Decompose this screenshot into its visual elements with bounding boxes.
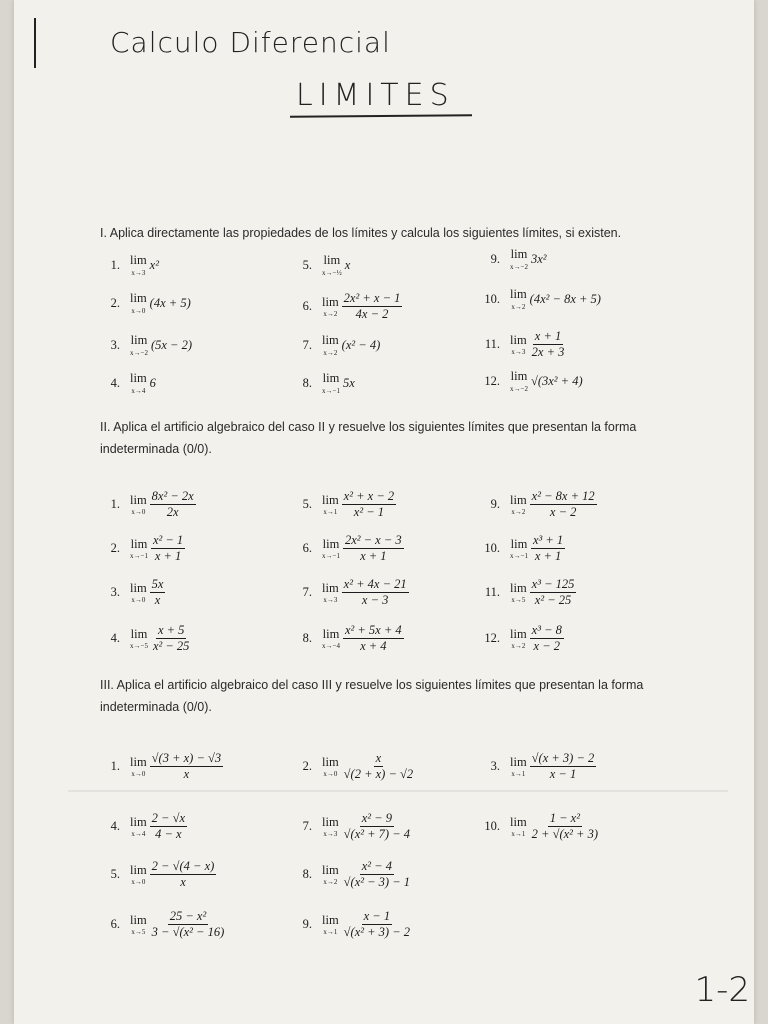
denominator: x² − 25 [152, 638, 190, 653]
problem-2-2 [94, 534, 185, 564]
limit-subscript: x→2 [511, 642, 526, 650]
limit-subscript: x→3 [511, 348, 526, 356]
problem-number: 11. [484, 337, 500, 352]
problem-number: 2. [110, 295, 120, 310]
limit-subscript: x→−1 [510, 552, 528, 560]
numerator: x + 5 [157, 623, 185, 637]
problem-1-11 [474, 330, 566, 360]
denominator: x [183, 766, 190, 781]
denominator: 2x [166, 504, 179, 519]
limit-subscript: x→1 [511, 830, 526, 838]
lim-word: lim [322, 492, 339, 507]
problem-number: 8. [302, 631, 312, 646]
section-3-heading: III. Aplica el artificio algebraico del caso III y resuelve los siguientes límites que presentan la forma indeterminada (0/0). [100, 678, 644, 714]
problem-number: 3. [110, 585, 120, 600]
numerator: 2x² + x − 1 [343, 291, 401, 305]
problem-number: 1. [110, 759, 120, 774]
limit-subscript: x→−½ [322, 268, 342, 277]
limit-operator [130, 816, 147, 839]
limit-subscript: x→2 [323, 310, 338, 318]
problem-3-7 [286, 812, 412, 842]
problem-number: 3. [490, 759, 500, 774]
limit-operator [510, 756, 527, 779]
limit-operator [510, 816, 527, 839]
problem-number: 1. [110, 257, 120, 272]
lim-word: lim [130, 862, 147, 877]
page-number: 1-2 [694, 970, 750, 1010]
fraction [531, 534, 565, 564]
fraction [342, 490, 396, 520]
denominator: x − 2 [549, 504, 577, 519]
subject-title: Calculo Diferencial [110, 26, 391, 59]
problem-3-8 [286, 860, 412, 890]
lim-word: lim [510, 332, 527, 347]
denominator: x − 2 [533, 638, 561, 653]
denominator: x − 3 [361, 592, 389, 607]
problem-number: 10. [484, 819, 500, 834]
numerator: x² − 4 [361, 859, 392, 873]
limit-operator [510, 494, 527, 517]
expression: 5x [342, 375, 355, 390]
problem-1-12 [474, 370, 583, 393]
problem-3-9 [286, 910, 412, 940]
limit-operator [510, 538, 528, 561]
lim-word: lim [322, 294, 339, 309]
lim-word: lim [322, 371, 340, 385]
numerator: 5x [151, 577, 164, 591]
numerator: x³ − 8 [531, 623, 562, 637]
problem-number: 4. [110, 375, 120, 390]
denominator: x [180, 874, 186, 889]
section-1-heading: I. Aplica directamente las propiedades de los límites y calcula los siguientes límites, si existen. [100, 226, 622, 240]
limit-subscript: x→−1 [322, 552, 340, 560]
margin-mark [34, 18, 36, 68]
lim-word: lim [322, 536, 340, 551]
problem-number: 4. [110, 631, 120, 646]
problem-3-2 [286, 752, 415, 782]
problem-number: 5. [302, 257, 312, 272]
expression: 6 [149, 375, 156, 390]
lim-word: lim [510, 369, 528, 383]
problem-1-7 [286, 334, 380, 357]
numerator: 1 − x² [549, 811, 580, 825]
problem-number: 12. [484, 373, 500, 388]
lim-word: lim [130, 291, 147, 305]
limit-operator [130, 582, 147, 605]
fraction [530, 624, 564, 654]
numerator: x² − 8x + 12 [531, 489, 595, 503]
denominator: x [154, 592, 161, 607]
limit-operator [130, 628, 148, 651]
lim-word: lim [322, 862, 339, 877]
problem-1-3 [94, 334, 192, 357]
problem-2-1 [94, 490, 196, 520]
denominator: 3 − √(x² − 16) [151, 924, 225, 939]
denominator: x² − 1 [353, 504, 385, 519]
numerator: x³ − 125 [531, 577, 575, 591]
limit-operator [322, 914, 339, 937]
problem-1-8 [286, 372, 355, 395]
worksheet-page [14, 0, 754, 1024]
lim-word: lim [322, 333, 339, 347]
problem-1-9 [474, 248, 547, 271]
expression: (x² − 4) [341, 337, 381, 352]
lim-word: lim [510, 754, 527, 769]
lim-word: lim [322, 626, 340, 641]
expression: (5x − 2) [150, 337, 193, 352]
lim-word: lim [322, 580, 339, 595]
fraction [530, 330, 567, 360]
limit-subscript: x→0 [131, 770, 146, 778]
limit-operator [322, 816, 339, 839]
denominator: 2 + √(x² + 3) [531, 826, 599, 841]
lim-word: lim [510, 247, 528, 261]
limit-subscript: x→5 [131, 928, 146, 936]
fraction [342, 812, 412, 842]
problem-2-11 [474, 578, 576, 608]
problem-number: 11. [484, 585, 500, 600]
limit-operator [322, 372, 340, 395]
problem-3-3 [474, 752, 596, 782]
lim-word: lim [510, 492, 527, 507]
limit-operator [322, 296, 339, 319]
problem-number: 6. [302, 541, 312, 556]
numerator: 2x² − x − 3 [344, 533, 402, 547]
lim-word: lim [130, 754, 147, 769]
expression: 3x² [530, 251, 547, 266]
limit-subscript: x→0 [131, 306, 146, 315]
limit-subscript: x→1 [323, 928, 338, 936]
numerator: x² + 5x + 4 [344, 623, 402, 637]
fraction [342, 910, 412, 940]
limit-subscript: x→3 [131, 268, 146, 277]
fraction [342, 752, 415, 782]
limit-operator [322, 538, 340, 561]
limit-operator [130, 756, 147, 779]
numerator: x² + x − 2 [343, 489, 395, 503]
limit-subscript: x→−2 [510, 384, 528, 393]
problem-number: 10. [484, 541, 500, 556]
limit-subscript: x→5 [511, 596, 526, 604]
lim-word: lim [322, 814, 339, 829]
fraction [150, 578, 166, 608]
limit-operator [510, 248, 528, 271]
problem-number: 6. [110, 917, 120, 932]
denominator: 2x + 3 [531, 344, 565, 359]
problem-1-10 [474, 288, 601, 311]
title-underline [290, 114, 472, 118]
limit-operator [322, 864, 339, 887]
denominator: x − 1 [549, 766, 577, 781]
fraction [530, 752, 597, 782]
problem-3-5 [94, 860, 216, 890]
problem-number: 3. [110, 337, 120, 352]
expression: (4x² − 8x + 5) [529, 291, 601, 306]
limit-subscript: x→3 [323, 830, 338, 838]
denominator: x + 1 [154, 548, 182, 563]
limit-subscript: x→0 [323, 770, 338, 778]
fraction [150, 860, 217, 890]
problem-number: 8. [302, 867, 312, 882]
lim-word: lim [322, 912, 339, 927]
problem-2-7 [286, 578, 409, 608]
expression: x [344, 257, 351, 272]
denominator: x² − 25 [534, 592, 572, 607]
problem-number: 5. [302, 497, 312, 512]
numerator: x² − 1 [152, 533, 184, 547]
fraction [150, 910, 227, 940]
limit-subscript: x→2 [511, 302, 526, 311]
fraction [530, 578, 577, 608]
denominator: √(2 + x) − √2 [343, 766, 414, 781]
problem-1-1 [94, 254, 159, 277]
limit-subscript: x→−2 [130, 348, 148, 357]
numerator: x [375, 751, 382, 765]
problem-2-10 [474, 534, 565, 564]
lim-word: lim [510, 626, 527, 641]
problem-3-1 [94, 752, 223, 782]
denominator: √(x² + 3) − 2 [343, 924, 411, 939]
problem-1-4 [94, 372, 156, 395]
problem-number: 2. [110, 541, 120, 556]
denominator: 4 − x [155, 826, 182, 841]
fraction [150, 490, 196, 520]
limit-operator [510, 334, 527, 357]
denominator: x + 1 [360, 548, 387, 563]
problem-2-8 [286, 624, 404, 654]
fraction [151, 534, 185, 564]
limit-subscript: x→4 [131, 830, 146, 838]
problem-2-9 [474, 490, 597, 520]
problem-3-4 [94, 812, 187, 842]
limit-operator [322, 582, 339, 605]
limit-subscript: x→0 [131, 878, 146, 886]
fraction [343, 534, 404, 564]
limit-operator [510, 288, 527, 311]
expression: x² [149, 257, 159, 272]
problem-3-10 [474, 812, 600, 842]
denominator: x + 1 [534, 548, 562, 563]
problem-number: 7. [302, 337, 312, 352]
fraction [342, 578, 409, 608]
limit-operator [322, 756, 339, 779]
fraction [342, 292, 403, 322]
limit-operator [510, 628, 527, 651]
limit-operator [130, 494, 147, 517]
numerator: x³ + 1 [532, 533, 564, 547]
problem-number: 4. [110, 819, 120, 834]
problem-2-5 [286, 490, 396, 520]
expression: (4x + 5) [149, 295, 191, 310]
problem-2-3 [94, 578, 165, 608]
lim-word: lim [510, 287, 527, 301]
problem-number: 12. [484, 631, 500, 646]
limit-operator [322, 494, 339, 517]
numerator: x + 1 [534, 329, 562, 343]
lim-word: lim [130, 626, 148, 641]
limit-operator [130, 864, 147, 887]
denominator: 4x − 2 [355, 306, 389, 321]
problem-number: 10. [484, 291, 500, 306]
problem-number: 7. [302, 585, 312, 600]
fraction [150, 812, 187, 842]
limit-operator [322, 254, 342, 277]
problem-1-2 [94, 292, 191, 315]
lim-word: lim [130, 333, 148, 347]
limit-subscript: x→2 [511, 508, 526, 516]
problem-number: 6. [302, 299, 312, 314]
limit-subscript: x→0 [131, 508, 146, 516]
expression: √(3x² + 4) [530, 373, 583, 388]
limit-operator [130, 538, 148, 561]
fraction [150, 752, 223, 782]
limit-operator [510, 582, 527, 605]
fraction [343, 624, 404, 654]
numerator: 8x² − 2x [151, 489, 194, 503]
problem-number: 9. [490, 251, 500, 266]
problem-1-6 [286, 292, 402, 322]
lim-word: lim [510, 536, 528, 551]
numerator: 2 − √x [151, 811, 186, 825]
limit-subscript: x→−4 [322, 642, 340, 650]
numerator: √(x + 3) − 2 [531, 751, 595, 765]
numerator: x − 1 [363, 909, 391, 923]
limit-subscript: x→−1 [322, 386, 340, 395]
denominator: √(x² − 3) − 1 [343, 874, 411, 889]
limit-operator [130, 334, 148, 357]
lim-word: lim [510, 580, 527, 595]
fraction [530, 490, 597, 520]
lim-word: lim [130, 492, 147, 507]
numerator: x² − 9 [361, 811, 392, 825]
denominator: √(x² + 7) − 4 [343, 826, 411, 841]
problem-number: 5. [110, 867, 120, 882]
fraction [530, 812, 600, 842]
lim-word: lim [130, 814, 147, 829]
problem-1-5 [286, 254, 350, 277]
limit-subscript: x→−5 [130, 642, 148, 650]
problem-number: 2. [302, 759, 312, 774]
limit-subscript: x→1 [323, 508, 338, 516]
scan-fold [68, 790, 728, 792]
lim-word: lim [323, 253, 341, 267]
limit-subscript: x→3 [323, 596, 338, 604]
limit-subscript: x→−1 [130, 552, 148, 560]
fraction [151, 624, 191, 654]
limit-subscript: x→2 [323, 878, 338, 886]
limit-operator [130, 914, 147, 937]
topic-title: LIMITES [296, 78, 455, 113]
numerator: 25 − x² [169, 909, 207, 923]
numerator: 2 − √(4 − x) [151, 859, 215, 873]
lim-word: lim [130, 536, 148, 551]
limit-operator [130, 254, 147, 277]
denominator: x + 4 [360, 638, 387, 653]
problem-number: 7. [302, 819, 312, 834]
limit-subscript: x→2 [323, 348, 338, 357]
problem-number: 8. [302, 375, 312, 390]
limit-operator [322, 334, 339, 357]
section-2-heading: II. Aplica el artificio algebraico del caso II y resuelve los siguientes límites que presentan la forma indeterminada (0/0). [100, 420, 637, 456]
problem-2-6 [286, 534, 404, 564]
limit-operator [510, 370, 528, 393]
problem-number: 9. [490, 497, 500, 512]
problem-number: 1. [110, 497, 120, 512]
limit-subscript: x→4 [131, 386, 146, 395]
limit-subscript: x→0 [131, 596, 146, 604]
lim-word: lim [130, 371, 147, 385]
lim-word: lim [130, 580, 147, 595]
lim-word: lim [322, 754, 339, 769]
limit-operator [130, 372, 147, 395]
numerator: √(3 + x) − √3 [151, 751, 222, 765]
lim-word: lim [510, 814, 527, 829]
problem-2-4 [94, 624, 191, 654]
lim-word: lim [130, 253, 147, 267]
fraction [342, 860, 412, 890]
problem-number: 9. [302, 917, 312, 932]
lim-word: lim [130, 912, 147, 927]
limit-operator [130, 292, 147, 315]
problem-3-6 [94, 910, 226, 940]
limit-operator [322, 628, 340, 651]
problem-2-12 [474, 624, 564, 654]
limit-subscript: x→1 [511, 770, 526, 778]
numerator: x² + 4x − 21 [343, 577, 407, 591]
limit-subscript: x→−2 [510, 262, 528, 271]
